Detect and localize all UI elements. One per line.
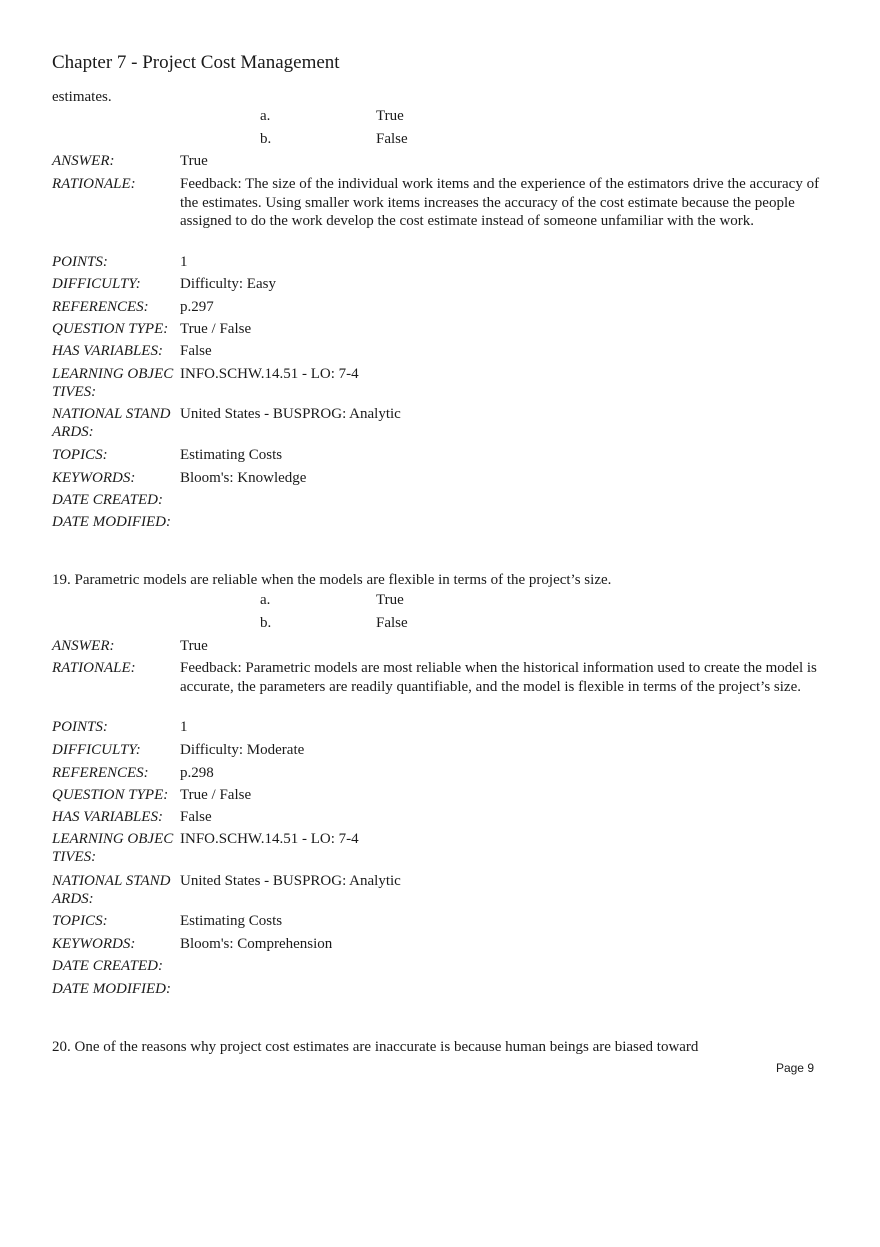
rationale-value: Feedback: The size of the individual work items and the experience of the estimators drive the accuracy of the estimates. Using smaller work items increases the accuracy of the cost estimate because the people assigned to do the work develop the cost estimate instead of someone unfamiliar with the work. xyxy=(180,176,820,229)
option-letter: a. xyxy=(260,592,271,608)
question-type-value: True / False xyxy=(180,321,252,337)
topics-value: Estimating Costs xyxy=(180,913,283,929)
answer-label: ANSWER: xyxy=(52,153,115,169)
option-text: False xyxy=(376,131,408,147)
has-variables-label: HAS VARIABLES: xyxy=(52,809,163,825)
option-text: True xyxy=(376,108,404,124)
learning-objectives-label: LEARNING OBJECTIVES: xyxy=(52,831,174,865)
national-standards-value: United States - BUSPROG: Analytic xyxy=(180,406,401,422)
option-text: True xyxy=(376,592,404,608)
answer-label: ANSWER: xyxy=(52,638,115,654)
option-letter: b. xyxy=(260,131,272,147)
national-standards-label: NATIONAL STANDARDS: xyxy=(52,873,171,907)
chapter-title: Chapter 7 - Project Cost Management xyxy=(52,52,340,73)
keywords-label: KEYWORDS: xyxy=(52,936,136,952)
question-19-stem: 19. Parametric models are reliable when the models are flexible in terms of the project’s size. xyxy=(52,572,612,588)
references-label: REFERENCES: xyxy=(52,765,149,781)
question-type-label: QUESTION TYPE: xyxy=(52,321,169,337)
points-label: POINTS: xyxy=(52,719,108,735)
option-text: False xyxy=(376,615,408,631)
national-standards-value: United States - BUSPROG: Analytic xyxy=(180,873,401,889)
question-type-label: QUESTION TYPE: xyxy=(52,787,169,803)
answer-value: True xyxy=(180,638,208,654)
topics-value: Estimating Costs xyxy=(180,447,283,463)
page-number: Page 9 xyxy=(775,1061,814,1075)
has-variables-label: HAS VARIABLES: xyxy=(52,343,163,359)
option-letter: a. xyxy=(260,108,271,124)
keywords-value: Bloom's: Knowledge xyxy=(180,470,307,486)
difficulty-value: Difficulty: Moderate xyxy=(180,742,305,758)
references-value: p.298 xyxy=(180,765,214,781)
option-letter: b. xyxy=(260,615,272,631)
date-created-label: DATE CREATED: xyxy=(52,958,163,974)
rationale-label: RATIONALE: xyxy=(52,660,136,676)
date-modified-label: DATE MODIFIED: xyxy=(52,514,171,530)
points-value: 1 xyxy=(180,254,188,270)
points-value: 1 xyxy=(180,719,188,735)
date-modified-label: DATE MODIFIED: xyxy=(52,981,171,997)
difficulty-label: DIFFICULTY: xyxy=(52,742,141,758)
difficulty-label: DIFFICULTY: xyxy=(52,276,141,292)
learning-objectives-value: INFO.SCHW.14.51 - LO: 7-4 xyxy=(180,831,359,847)
learning-objectives-label: LEARNING OBJECTIVES: xyxy=(52,366,174,400)
question-type-value: True / False xyxy=(180,787,252,803)
question-stem-continuation: estimates. xyxy=(52,89,112,105)
national-standards-label: NATIONAL STANDARDS: xyxy=(52,406,171,440)
has-variables-value: False xyxy=(180,809,212,825)
difficulty-value: Difficulty: Easy xyxy=(180,276,276,292)
date-created-label: DATE CREATED: xyxy=(52,492,163,508)
points-label: POINTS: xyxy=(52,254,108,270)
answer-value: True xyxy=(180,153,208,169)
question-20-stem: 20. One of the reasons why project cost estimates are inaccurate is because human beings are biased toward xyxy=(52,1039,699,1055)
topics-label: TOPICS: xyxy=(52,447,108,463)
keywords-label: KEYWORDS: xyxy=(52,470,136,486)
rationale-label: RATIONALE: xyxy=(52,176,136,192)
keywords-value: Bloom's: Comprehension xyxy=(180,936,333,952)
references-value: p.297 xyxy=(180,299,214,315)
learning-objectives-value: INFO.SCHW.14.51 - LO: 7-4 xyxy=(180,366,359,382)
references-label: REFERENCES: xyxy=(52,299,149,315)
topics-label: TOPICS: xyxy=(52,913,108,929)
rationale-value: Feedback: Parametric models are most reliable when the historical information used to create the model is accurate, the parameters are readily quantifiable, and the model is flexible in terms of the project’s size. xyxy=(180,660,817,695)
has-variables-value: False xyxy=(180,343,212,359)
